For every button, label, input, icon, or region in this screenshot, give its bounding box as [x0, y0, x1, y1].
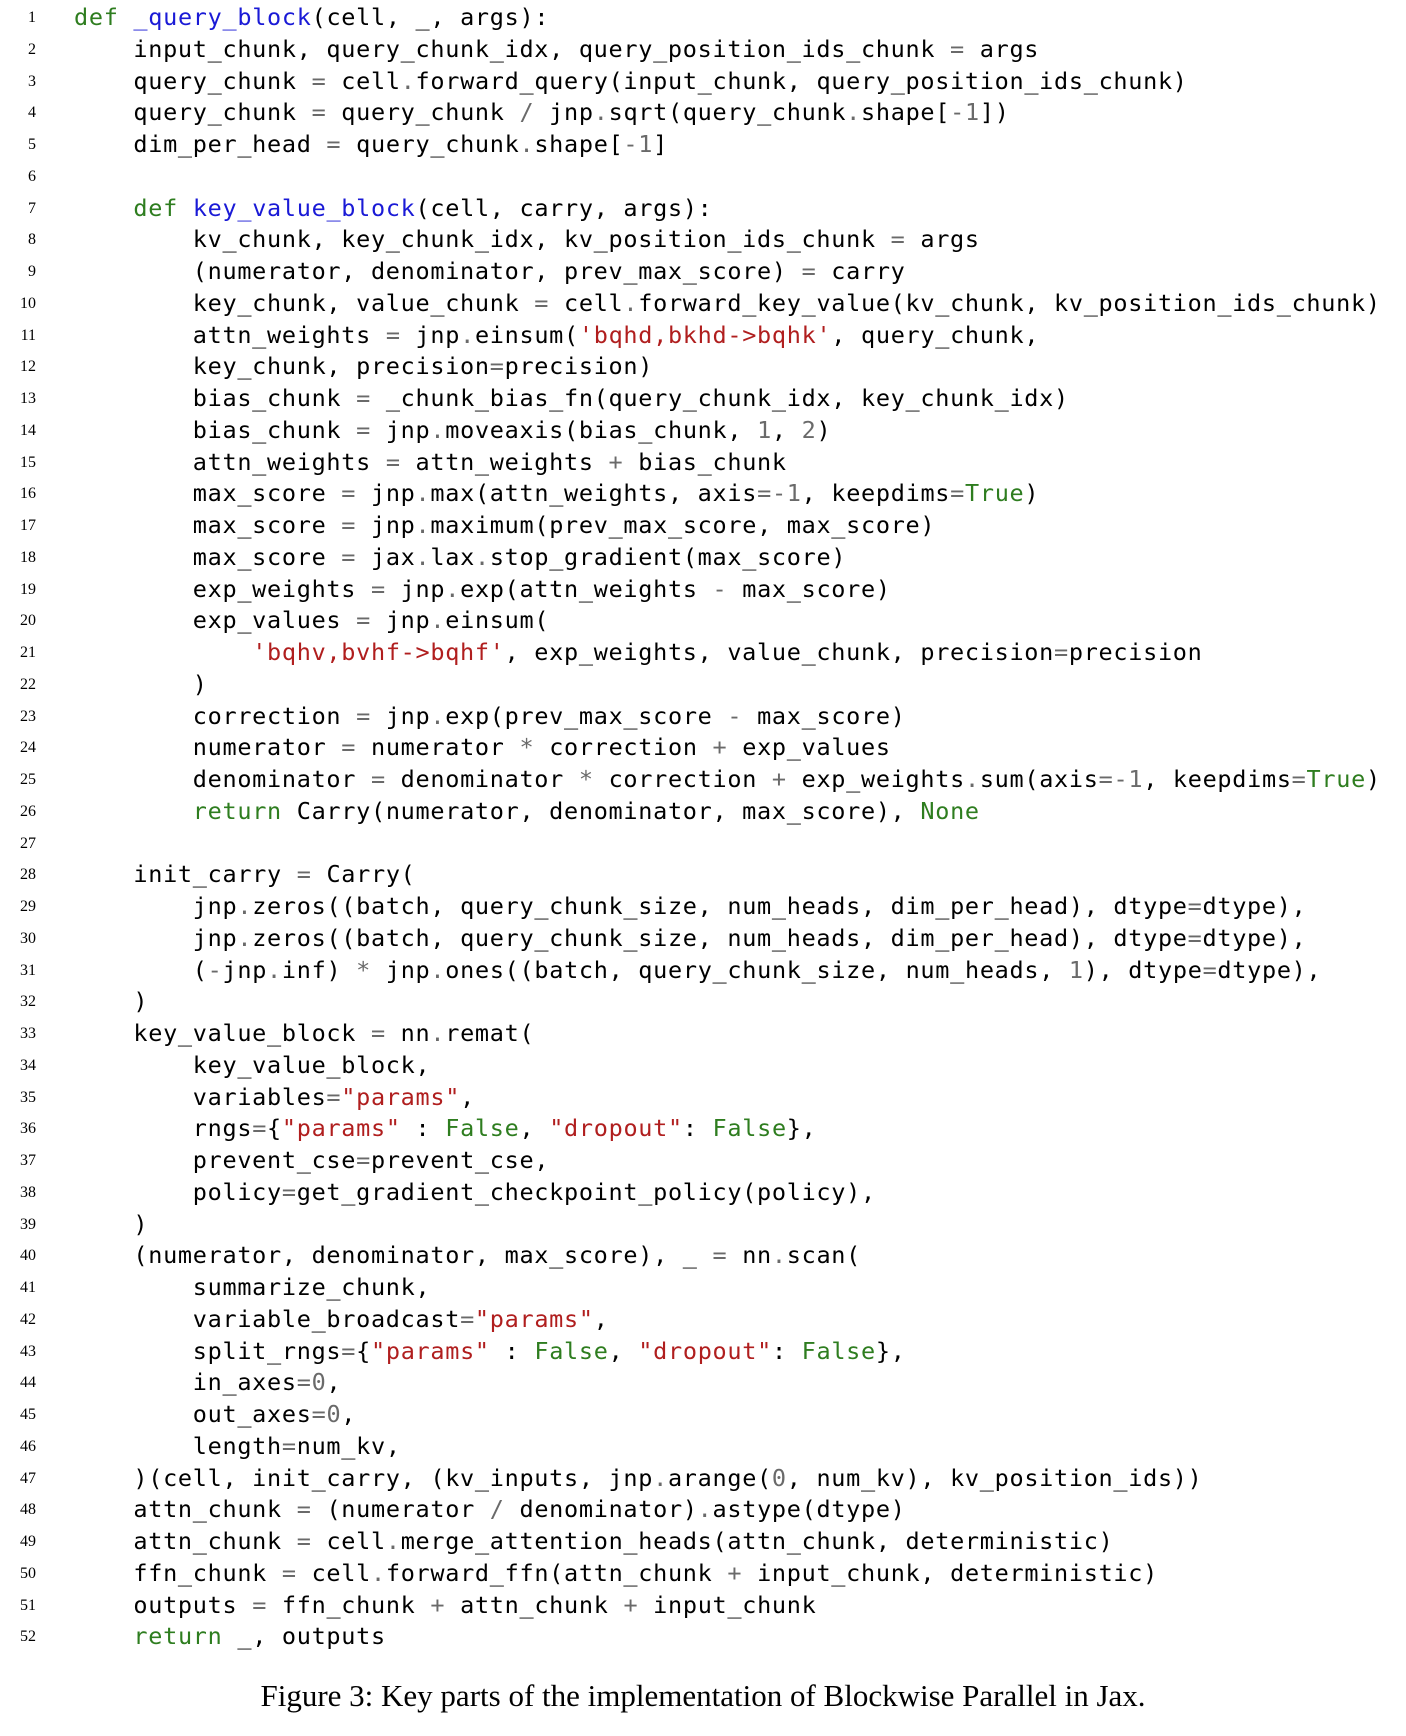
code-line: [0, 97, 1406, 129]
code-line: [0, 1240, 1406, 1272]
code-text: length=num_kv,: [74, 1431, 401, 1460]
line-number: 51: [20, 1596, 36, 1614]
line-number: 11: [20, 326, 36, 344]
code-line: [0, 986, 1406, 1018]
line-number: 39: [20, 1215, 36, 1233]
code-line: [0, 891, 1406, 923]
line-number: 4: [28, 104, 36, 122]
code-text: key_value_block,: [74, 1050, 431, 1079]
line-number: 29: [20, 898, 36, 915]
line-number: 28: [20, 866, 36, 884]
code-line: [0, 129, 1406, 161]
code-text: prevent_cse=prevent_cse,: [74, 1146, 550, 1174]
line-number: 17: [20, 517, 36, 534]
line-number: 48: [20, 1501, 36, 1519]
line-number: 41: [20, 1279, 36, 1296]
code-text: exp_values = jnp.einsum(: [74, 606, 550, 635]
line-number: 10: [20, 294, 36, 312]
line-number: 45: [20, 1406, 36, 1423]
code-text: variable_broadcast="params",: [74, 1304, 609, 1333]
code-text: def _query_block(cell, _, args):: [74, 3, 550, 31]
code-line: [0, 1431, 1406, 1463]
line-number: 44: [20, 1374, 36, 1392]
code-line: [0, 1145, 1406, 1177]
code-line: [0, 1463, 1406, 1495]
code-line: [0, 1399, 1406, 1431]
code-text: init_carry = Carry(: [74, 860, 416, 889]
code-text: attn_chunk = (numerator / denominator).astype(dtype): [74, 1495, 906, 1524]
code-text: out_axes=0,: [74, 1400, 357, 1428]
line-number: 46: [20, 1437, 36, 1455]
code-line: [0, 447, 1406, 479]
line-number: 19: [20, 580, 36, 598]
line-number: 23: [20, 707, 36, 725]
line-number: 32: [20, 993, 36, 1011]
code-line: [0, 574, 1406, 606]
code-text: (-jnp.inf) * jnp.ones((batch, query_chunk_size, num_heads, 1), dtype=dtype),: [74, 955, 1322, 984]
code-line: [0, 510, 1406, 542]
code-line: [0, 66, 1406, 98]
code-line: [0, 256, 1406, 288]
line-number: 16: [20, 485, 36, 503]
code-text: policy=get_gradient_checkpoint_policy(policy),: [74, 1177, 876, 1206]
line-number: 31: [20, 961, 36, 979]
code-text: (numerator, denominator, max_score), _ = nn.scan(: [74, 1241, 861, 1270]
code-line: [0, 859, 1406, 891]
code-text: bias_chunk = jnp.moveaxis(bias_chunk, 1, 2): [74, 415, 832, 444]
code-line: [0, 605, 1406, 637]
line-number: 52: [20, 1628, 36, 1646]
code-text: jnp.zeros((batch, query_chunk_size, num_heads, dim_per_head), dtype=dtype),: [74, 923, 1307, 952]
line-number: 27: [20, 834, 36, 852]
code-text: ): [74, 1209, 149, 1238]
code-text: ffn_chunk = cell.forward_ffn(attn_chunk + input_chunk, deterministic): [74, 1558, 1158, 1587]
line-number: 8: [28, 231, 36, 249]
code-text: key_chunk, precision=precision): [74, 352, 654, 381]
code-text: 'bqhv,bvhf->bqhf', exp_weights, value_chunk, precision=precision: [252, 638, 1203, 666]
line-number: 21: [20, 644, 36, 661]
code-line: [0, 542, 1406, 574]
code-text: max_score = jax.lax.stop_gradient(max_score): [74, 542, 847, 571]
line-number: 20: [20, 612, 36, 630]
code-line: [0, 1082, 1406, 1114]
code-line: [0, 193, 1406, 225]
code-text: query_chunk = cell.forward_query(input_chunk, query_position_ids_chunk): [74, 66, 1188, 95]
code-text: max_score = jnp.max(attn_weights, axis=-1, keepdims=True): [74, 479, 1040, 508]
line-number: 1: [28, 9, 36, 26]
code-line: [0, 669, 1406, 701]
code-line: [0, 1209, 1406, 1241]
line-number: 9: [28, 263, 36, 280]
code-line: [0, 320, 1406, 352]
line-number: 43: [20, 1342, 36, 1360]
code-line: [0, 2, 1406, 34]
line-number: 36: [20, 1120, 36, 1138]
code-text: key_value_block = nn.remat(: [74, 1019, 535, 1047]
line-number: 34: [20, 1056, 36, 1074]
line-number: 14: [20, 421, 36, 439]
line-number: 30: [20, 929, 36, 947]
line-number: 25: [20, 771, 36, 788]
code-line: [0, 288, 1406, 320]
line-number: 6: [28, 167, 36, 185]
line-number: 35: [20, 1088, 36, 1106]
code-line: [0, 1113, 1406, 1145]
code-line: [0, 923, 1406, 955]
code-line: [0, 1272, 1406, 1304]
code-text: dim_per_head = query_chunk.shape[-1]: [74, 130, 668, 158]
code-text: correction = jnp.exp(prev_max_score - max_score): [74, 701, 906, 730]
code-text: key_chunk, value_chunk = cell.forward_key_value(kv_chunk, kv_position_ids_chunk): [74, 288, 1381, 317]
code-line: [0, 828, 1406, 860]
code-text: attn_chunk = cell.merge_attention_heads(attn_chunk, deterministic): [74, 1527, 1114, 1555]
code-text: attn_weights = attn_weights + bias_chunk: [74, 447, 787, 476]
code-text: max_score = jnp.maximum(prev_max_score, max_score): [74, 511, 936, 539]
code-line: [0, 1367, 1406, 1399]
code-line: [0, 764, 1406, 796]
code-text: input_chunk, query_chunk_idx, query_position_ids_chunk = args: [74, 34, 1040, 63]
line-number: 13: [20, 390, 36, 407]
code-line: [0, 701, 1406, 733]
code-listing: [0, 2, 1406, 1653]
line-number: 50: [20, 1564, 36, 1582]
code-line: [0, 478, 1406, 510]
code-line: [0, 1050, 1406, 1082]
code-line: [0, 796, 1406, 828]
figure-caption: Figure 3: Key parts of the implementation of Blockwise Parallel in Jax.: [260, 1678, 1146, 1713]
line-number: 37: [20, 1152, 36, 1169]
code-text: (numerator, denominator, prev_max_score) = carry: [74, 257, 906, 285]
line-number: 40: [20, 1247, 36, 1265]
code-text: kv_chunk, key_chunk_idx, kv_position_ids_chunk = args: [74, 225, 980, 254]
code-text: numerator = numerator * correction + exp_values: [74, 733, 891, 762]
line-number: 33: [20, 1025, 36, 1042]
line-number: 24: [20, 739, 36, 757]
code-line: [0, 1494, 1406, 1526]
code-line: [0, 1590, 1406, 1622]
code-line: [0, 224, 1406, 256]
code-text: variables="params",: [74, 1082, 475, 1111]
line-number: 42: [20, 1310, 36, 1328]
code-line: [0, 1018, 1406, 1050]
code-text: attn_weights = jnp.einsum('bqhd,bkhd->bqhk', query_chunk,: [74, 320, 1040, 349]
code-line: [0, 415, 1406, 447]
line-number: 22: [20, 675, 36, 693]
code-text: summarize_chunk,: [74, 1273, 431, 1301]
code-text: def key_value_block(cell, carry, args):: [133, 193, 713, 222]
code-line: [0, 955, 1406, 987]
code-text: in_axes=0,: [74, 1368, 342, 1397]
code-line: [0, 351, 1406, 383]
code-text: ): [74, 669, 208, 698]
line-number: 12: [20, 358, 36, 376]
line-number: 38: [20, 1183, 36, 1201]
line-number: 18: [20, 548, 36, 566]
code-line: [0, 1558, 1406, 1590]
code-text: split_rngs={"params" : False, "dropout": False},: [74, 1336, 906, 1365]
code-line: [0, 1621, 1406, 1653]
line-number: 47: [20, 1469, 36, 1487]
code-text: bias_chunk = _chunk_bias_fn(query_chunk_idx, key_chunk_idx): [74, 384, 1069, 412]
code-line: [0, 1336, 1406, 1368]
code-line: [0, 637, 1406, 669]
code-text: exp_weights = jnp.exp(attn_weights - max_score): [74, 574, 891, 603]
code-text: rngs={"params" : False, "dropout": False},: [74, 1114, 817, 1143]
line-number: 15: [20, 453, 36, 471]
code-text: ): [74, 987, 149, 1016]
code-text: outputs = ffn_chunk + attn_chunk + input_chunk: [74, 1590, 817, 1619]
line-number: 26: [20, 802, 36, 820]
code-text: )(cell, init_carry, (kv_inputs, jnp.arange(0, num_kv), kv_position_ids)): [74, 1463, 1203, 1492]
code-line: [0, 1526, 1406, 1558]
line-number: 2: [28, 40, 36, 58]
line-number: 5: [28, 136, 36, 153]
code-line: [0, 34, 1406, 66]
code-text: return _, outputs: [133, 1622, 386, 1651]
code-line: [0, 1304, 1406, 1336]
code-line: [0, 732, 1406, 764]
code-text: query_chunk = query_chunk / jnp.sqrt(query_chunk.shape[-1]): [74, 98, 1010, 127]
line-number: 7: [28, 199, 36, 217]
line-number: 49: [20, 1533, 36, 1550]
code-line: [0, 1177, 1406, 1209]
code-text: return Carry(numerator, denominator, max_score), None: [192, 796, 980, 825]
code-line: [0, 161, 1406, 193]
code-text: jnp.zeros((batch, query_chunk_size, num_heads, dim_per_head), dtype=dtype),: [74, 892, 1307, 920]
code-line: [0, 383, 1406, 415]
code-text: denominator = denominator * correction + exp_weights.sum(axis=-1, keepdims=True): [74, 765, 1381, 793]
line-number: 3: [28, 72, 36, 90]
